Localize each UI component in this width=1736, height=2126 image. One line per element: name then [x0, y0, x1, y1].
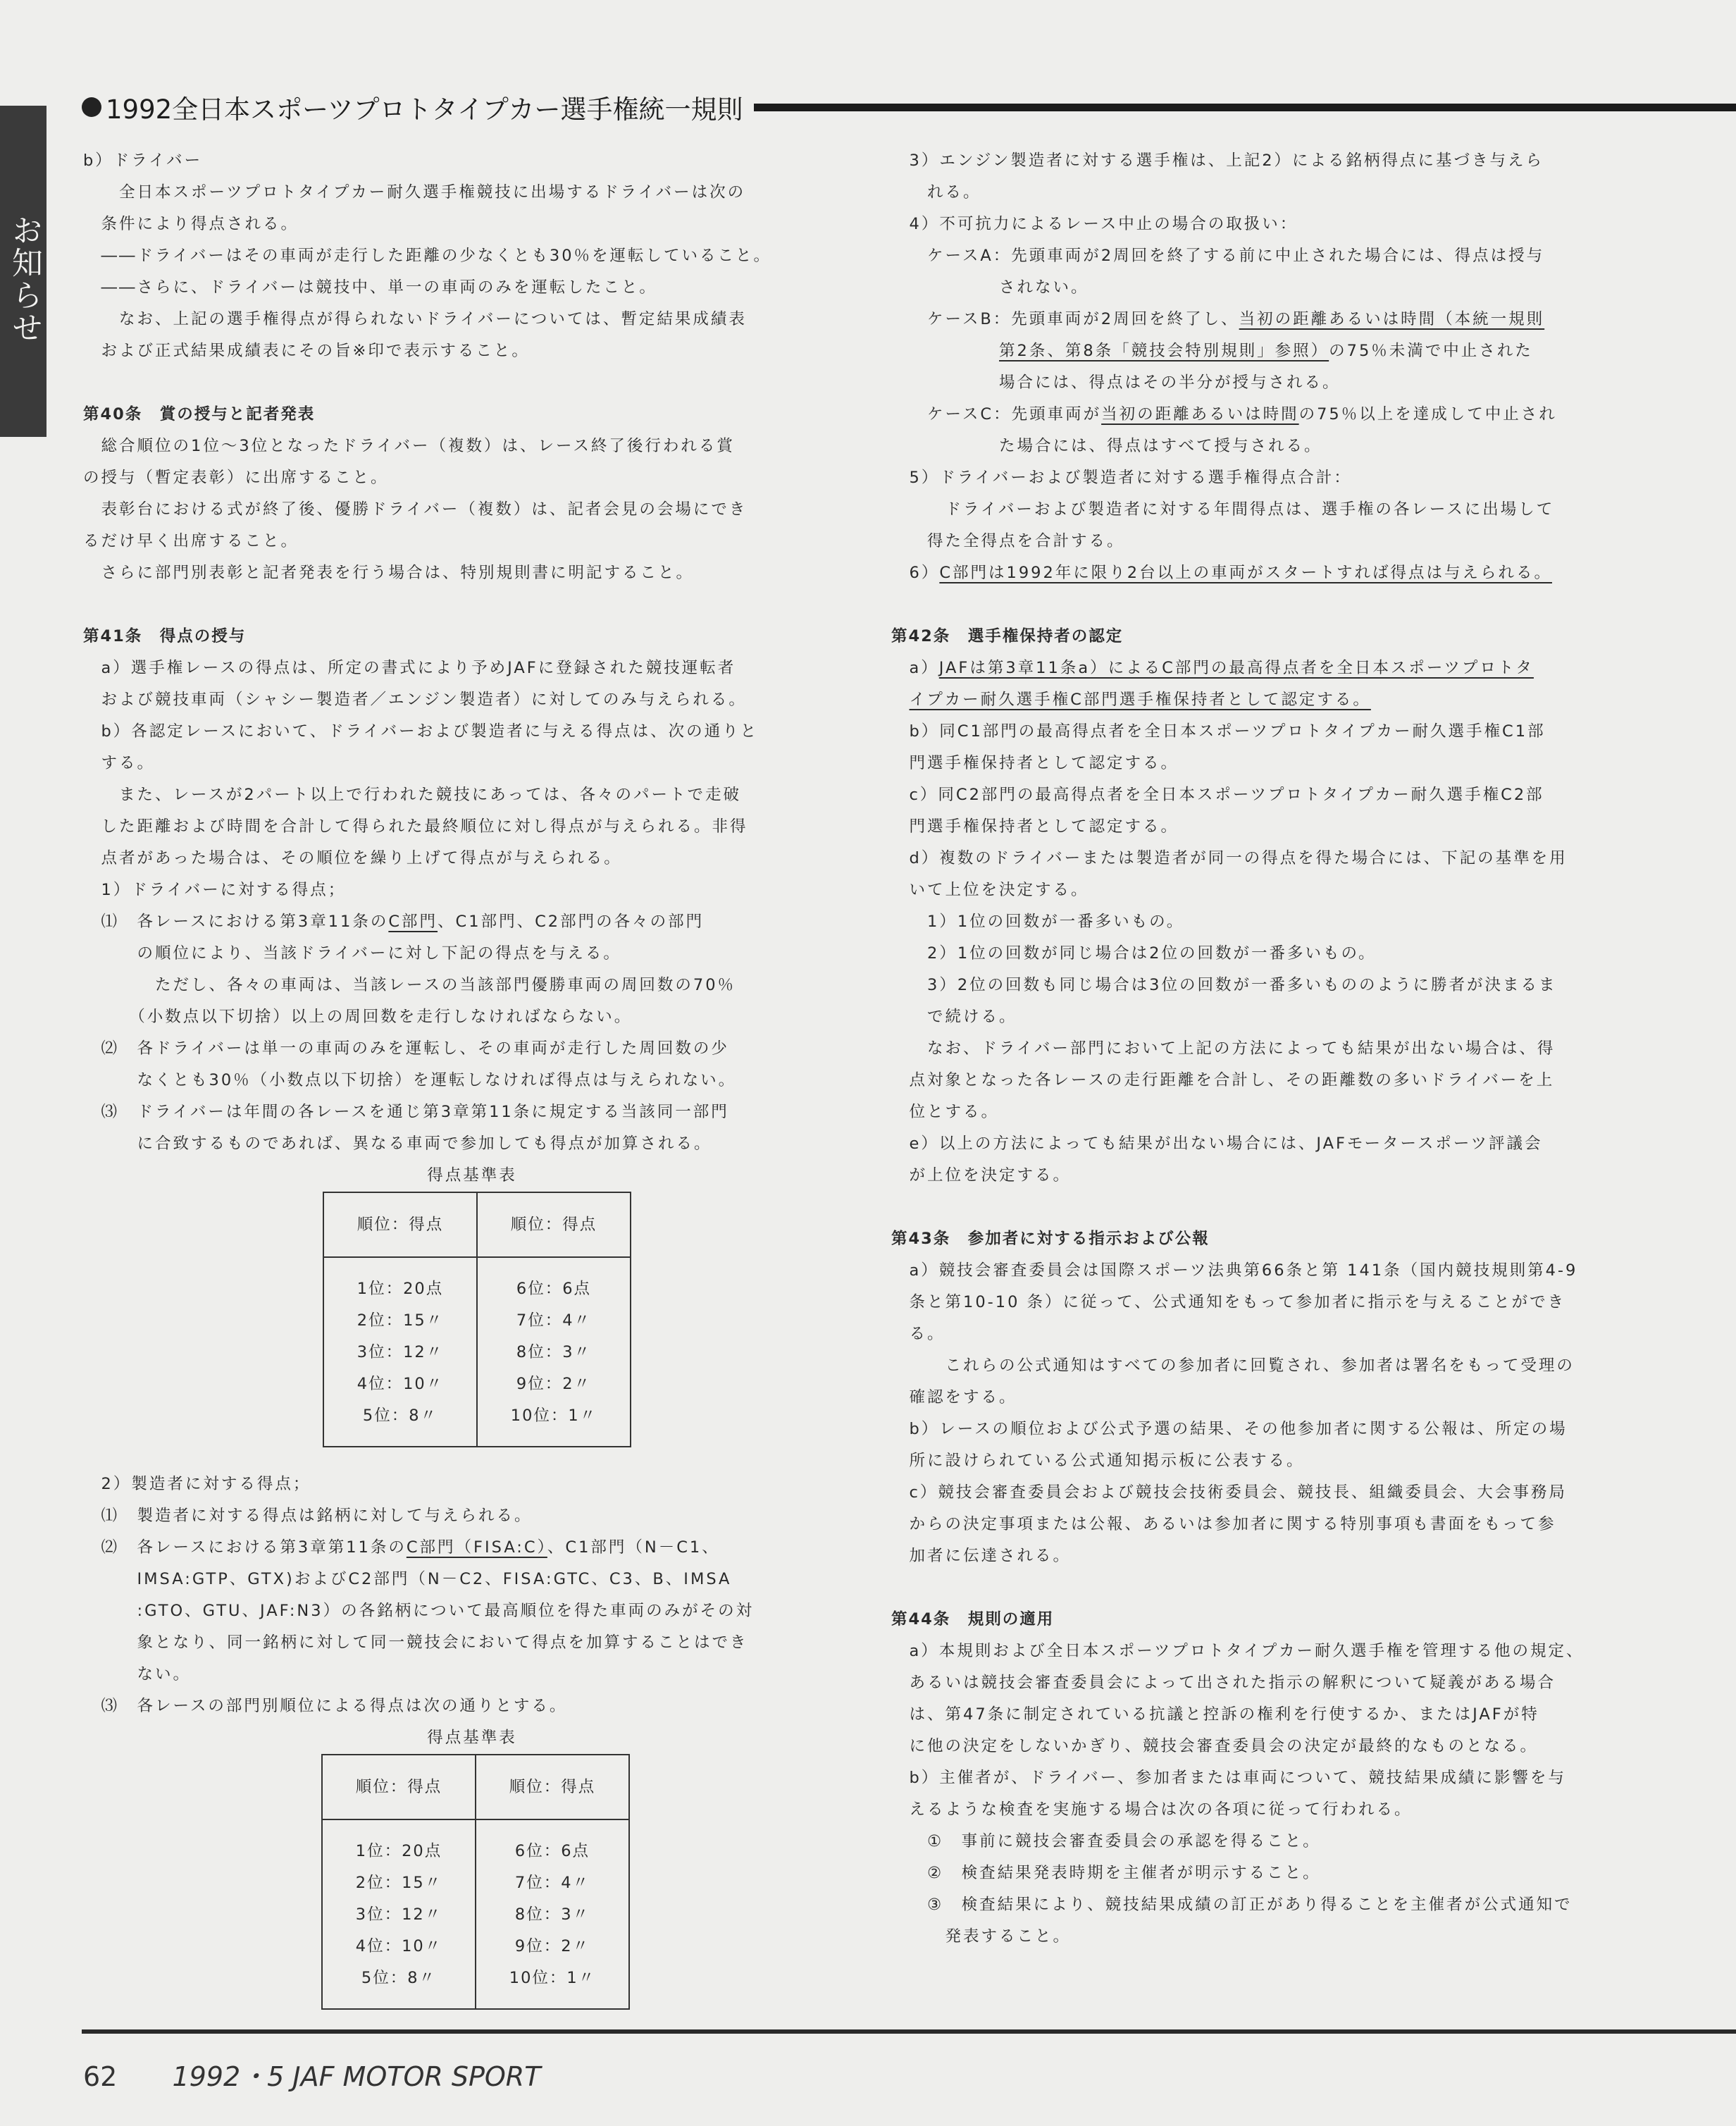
- text-line: 点者があった場合は、その順位を繰り上げて得点が与えられる。: [83, 849, 622, 867]
- table-cell-line: 5位：8〃: [362, 1407, 438, 1425]
- text-line: d）複数のドライバーまたは製造者が同一の得点を得た場合には、下記の基準を用: [891, 849, 1568, 867]
- table-cell: [322, 1819, 476, 2009]
- table-cell-line: 7位：4〃: [516, 1311, 592, 1330]
- underlined-text: 当初の距離あるいは時間（本統一規則: [1239, 310, 1545, 328]
- text-line: b）ドライバー: [83, 152, 203, 170]
- text-line: これらの公式通知はすべての参加者に回覧され、参加者は署名をもって受理の: [891, 1356, 1575, 1375]
- text-line: c）競技会審査委員会および競技会技術委員会、競技長、組織委員会、大会事務局: [891, 1483, 1567, 1502]
- text-fragment: ケースC：先頭車両が: [891, 405, 1102, 424]
- page-number: 62: [83, 2061, 118, 2092]
- text-line: b）レースの順位および公式予選の結果、その他参加者に関する公報は、所定の場: [891, 1420, 1568, 1438]
- table-header: 順位：得点: [323, 1192, 477, 1257]
- text-line: 2）1位の回数が同じ場合は2位の回数が一番多いもの。: [891, 944, 1377, 963]
- text-line: （小数点以下切捨）以上の周回数を走行しなければならない。: [83, 1008, 633, 1026]
- text-line: 全日本スポーツプロトタイプカー耐久選手権競技に出場するドライバーは次の: [83, 183, 746, 202]
- text-line: ――さらに、ドライバーは競技中、単一の車両のみを運転したこと。: [83, 278, 657, 297]
- underlined-text: イプカー耐久選手権C部門選手権保持者として認定する。: [909, 691, 1371, 709]
- text-line: ケースA：先頭車両が2周回を終了する前に中止された場合には、得点は授与: [891, 247, 1545, 265]
- text-line: また、レースが2パート以上で行われた競技にあっては、各々のパートで走破: [83, 786, 741, 804]
- text-fragment: a）: [891, 659, 939, 677]
- text-line: 加者に伝達される。: [891, 1547, 1072, 1565]
- table-caption: 得点基準表: [427, 1729, 517, 1747]
- table-cell-line: 8位：3〃: [516, 1343, 592, 1361]
- text-line: ③ 検査結果により、競技結果成績の訂正があり得ることを主催者が公式通知で: [891, 1896, 1573, 1914]
- table-cell-line: 6位：6点: [514, 1842, 590, 1860]
- page-footer: [83, 2055, 540, 2094]
- text-line: 位とする。: [891, 1103, 1000, 1121]
- text-line: ――ドライバーはその車両が走行した距離の少なくとも30％を運転していること。: [83, 247, 772, 265]
- text-line: [891, 335, 1673, 367]
- text-line: および競技車両（シャシー製造者／エンジン製造者）に対してのみ与えられる。: [83, 691, 747, 709]
- text-fragment: 、C1部門、C2部門の各々の部門: [438, 913, 705, 931]
- text-line: 確認をする。: [891, 1388, 1017, 1407]
- text-line: 所に設けられている公式通知掲示板に公表する。: [891, 1452, 1305, 1470]
- text-line: 発表すること。: [891, 1927, 1072, 1946]
- text-line: からの決定事項または公報、あるいは参加者に関する特別事項も書面をもって参: [891, 1515, 1556, 1533]
- text-line: する。: [83, 754, 156, 772]
- text-line: に他の決定をしないかぎり、競技会審査委員会の決定が最終的なものとなる。: [891, 1737, 1539, 1755]
- text-line: b）同C1部門の最高得点者を全日本スポーツプロトタイプカー耐久選手権C1部: [891, 722, 1546, 741]
- article-41-heading: 第41条 得点の授与: [83, 627, 247, 645]
- text-line: の授与（暫定表彰）に出席すること。: [83, 469, 389, 487]
- text-line: IMSA:GTP、GTX)およびC2部門（N－C2、FISA:GTC、C3、B、IMSA: [83, 1570, 732, 1588]
- right-column: [891, 145, 1673, 1953]
- text-line: ⑵ 各ドライバーは単一の車両のみを運転し、その車両が走行した周回数の少: [83, 1039, 729, 1058]
- article-43-heading: 第43条 参加者に対する指示および公報: [891, 1230, 1210, 1248]
- table-cell-line: 1位：20点: [356, 1280, 444, 1298]
- text-line: a）選手権レースの得点は、所定の書式により予めJAFに登録された競技運転者: [83, 659, 736, 677]
- text-fragment: [891, 691, 910, 709]
- text-line: ⑶ 各レースの部門別順位による得点は次の通りとする。: [83, 1697, 568, 1715]
- article-40-heading: 第40条 賞の授与と記者発表: [83, 405, 316, 424]
- text-line: a）競技会審査委員会は国際スポーツ法典第66条と第 141条（国内競技規則第4-9: [891, 1261, 1578, 1280]
- table-cell-line: 10位：1〃: [510, 1407, 597, 1425]
- text-line: ① 事前に競技会審査委員会の承認を得ること。: [891, 1832, 1321, 1850]
- table-cell-line: 5位：8〃: [361, 1969, 437, 1987]
- magazine-issue: 1992・5 JAF MOTOR SPORT: [172, 2061, 541, 2092]
- table-cell: [323, 1257, 477, 1447]
- text-line: る。: [891, 1325, 946, 1343]
- text-line: ② 検査結果発表時期を主催者が明示すること。: [891, 1864, 1321, 1882]
- table-header: 順位：得点: [477, 1192, 631, 1257]
- text-line: 場合には、得点はその半分が授与される。: [891, 373, 1341, 392]
- text-fragment: ⑴ 各レースにおける第3章11条の: [83, 913, 389, 931]
- text-line: 得た全得点を合計する。: [891, 532, 1125, 550]
- points-table-manufacturers: [321, 1754, 630, 2010]
- bullet-icon: [82, 97, 101, 117]
- table-caption: 得点基準表: [427, 1166, 517, 1185]
- text-line: 門選手権保持者として認定する。: [891, 817, 1179, 836]
- underlined-text: C部門は1992年に限り2台以上の車両がスタートすれば得点は与えられる。: [939, 564, 1552, 582]
- table-cell-line: 10位：1〃: [509, 1969, 596, 1987]
- left-column: [83, 145, 837, 2010]
- text-line: b）各認定レースにおいて、ドライバーおよび製造者に与える得点は、次の通りと: [83, 722, 759, 741]
- table-cell-line: 3位：12〃: [356, 1343, 444, 1361]
- text-line: ⑴ 製造者に対する得点は銘柄に対して与えられる。: [83, 1507, 533, 1525]
- text-fragment: の75％未満で中止された: [1329, 342, 1533, 360]
- text-line: 象となり、同一銘柄に対して同一競技会において得点を加算することはでき: [83, 1633, 748, 1652]
- text-line: は、第47条に制定されている抗議と控訴の権利を行使するか、またはJAFが特: [891, 1705, 1539, 1724]
- text-line: [891, 399, 1673, 431]
- table-cell-line: 9位：2〃: [514, 1937, 590, 1955]
- text-line: なくとも30％（小数点以下切捨）を運転しなければ得点は与えられない。: [83, 1071, 737, 1089]
- text-line: 門選手権保持者として認定する。: [891, 754, 1179, 772]
- text-line: [83, 906, 837, 938]
- text-line: に合致するものであれば、異なる車両で参加しても得点が加算される。: [83, 1135, 712, 1153]
- text-line: ない。: [83, 1665, 192, 1683]
- text-line: 2）製造者に対する得点；: [83, 1475, 311, 1493]
- article-44-heading: 第44条 規則の適用: [891, 1610, 1055, 1629]
- text-line: で続ける。: [891, 1008, 1017, 1026]
- text-line: の順位により、当該ドライバーに対し下記の得点を与える。: [83, 944, 621, 963]
- text-line: れる。: [891, 183, 981, 202]
- table-cell-line: 8位：3〃: [514, 1905, 590, 1924]
- text-fragment: [891, 342, 999, 360]
- table-cell-line: 4位：10〃: [355, 1937, 442, 1955]
- text-line: なお、ドライバー部門において上記の方法によっても結果が出ない場合は、得: [891, 1039, 1556, 1058]
- page-title: 1992全日本スポーツプロトタイプカー選手権統一規則: [106, 94, 743, 125]
- text-fragment: ⑵ 各レースにおける第3章第11条の: [83, 1538, 407, 1557]
- header-rule: [754, 104, 1736, 111]
- table-cell-line: 4位：10〃: [356, 1375, 444, 1393]
- text-fragment: 、C1部門（N－C1、: [547, 1538, 720, 1557]
- table-header: 順位：得点: [476, 1755, 629, 1819]
- text-line: されない。: [891, 278, 1089, 297]
- footer-rule: [82, 2029, 1736, 2034]
- underlined-text: JAFは第3章11条a）によるC部門の最高得点者を全日本スポーツプロトタ: [938, 659, 1534, 677]
- text-line: 1）ドライバーに対する得点；: [83, 881, 347, 899]
- text-fragment: の75％以上を達成して中止され: [1298, 405, 1557, 424]
- text-line: b）主催者が、ドライバー、参加者または車両について、競技結果成績に影響を与: [891, 1769, 1566, 1787]
- table-cell: [476, 1819, 629, 2009]
- text-line: [891, 684, 1673, 716]
- table-cell-line: 9位：2〃: [516, 1375, 592, 1393]
- points-table-drivers: [323, 1192, 631, 1447]
- side-tab-label: お知らせ: [0, 106, 46, 437]
- table-cell-line: 1位：20点: [355, 1842, 442, 1860]
- underlined-text: C部門: [388, 913, 438, 931]
- text-line: した距離および時間を合計して得られた最終順位に対し得点が与えられる。非得: [83, 817, 748, 836]
- table-cell-line: 7位：4〃: [514, 1874, 590, 1892]
- article-42-heading: 第42条 選手権保持者の認定: [891, 627, 1124, 645]
- text-line: 4）不可抗力によるレース中止の場合の取扱い：: [891, 215, 1298, 233]
- text-line: 条と第10-10 条）に従って、公式通知をもって参加者に指示を与えることができ: [891, 1293, 1566, 1311]
- text-line: 表彰台における式が終了後、優勝ドライバー（複数）は、記者会見の会場にでき: [83, 500, 748, 519]
- text-line: さらに部門別表彰と記者発表を行う場合は、特別規則書に明記すること。: [83, 564, 695, 582]
- underlined-text: 第2条、第8条「競技会特別規則」参照）: [999, 342, 1329, 360]
- underlined-text: 当初の距離あるいは時間: [1101, 405, 1299, 424]
- text-line: :GTO、GTU、JAF:N3）の各銘柄について最高順位を得た車両のみがその対: [83, 1602, 755, 1620]
- text-line: [891, 304, 1673, 335]
- text-line: 1）1位の回数が一番多いもの。: [891, 913, 1185, 931]
- table-header: 順位：得点: [322, 1755, 476, 1819]
- text-line: および正式結果成績表にその旨※印で表示すること。: [83, 342, 530, 360]
- text-line: なお、上記の選手権得点が得られないドライバーについては、暫定結果成績表: [83, 310, 747, 328]
- text-line: ドライバーおよび製造者に対する年間得点は、選手権の各レースに出場して: [891, 500, 1555, 519]
- text-fragment: ケースB：先頭車両が2周回を終了し、: [891, 310, 1239, 328]
- table-cell: [477, 1257, 631, 1447]
- table-cell-line: 3位：12〃: [355, 1905, 442, 1924]
- text-line: あるいは競技会審査委員会によって出された指示の解釈について疑義がある場合: [891, 1674, 1556, 1692]
- text-line: るだけ早く出席すること。: [83, 532, 299, 550]
- text-line: 5）ドライバーおよび製造者に対する選手権得点合計：: [891, 469, 1352, 487]
- text-line: た場合には、得点はすべて授与される。: [891, 437, 1322, 455]
- text-line: ⑶ ドライバーは年間の各レースを通じ第3章第11条に規定する当該同一部門: [83, 1103, 729, 1121]
- text-line: e）以上の方法によっても結果が出ない場合には、JAFモータースポーツ評議会: [891, 1135, 1543, 1153]
- table-cell-line: 2位：15〃: [356, 1311, 444, 1330]
- page-header: [82, 86, 1736, 128]
- text-line: 総合順位の1位～3位となったドライバー（複数）は、レース終了後行われる賞: [83, 437, 735, 455]
- text-line: [891, 557, 1673, 589]
- text-line: が上位を決定する。: [891, 1166, 1072, 1185]
- text-line: c）同C2部門の最高得点者を全日本スポーツプロトタイプカー耐久選手権C2部: [891, 786, 1544, 804]
- text-line: 3）エンジン製造者に対する選手権は、上記2）による銘柄得点に基づき与えら: [891, 152, 1544, 170]
- table-cell-line: 2位：15〃: [355, 1874, 442, 1892]
- text-line: 点対象となった各レースの走行距離を合計し、その距離数の多いドライバーを上: [891, 1071, 1555, 1089]
- text-line: 条件により得点される。: [83, 215, 299, 233]
- underlined-text: C部門（FISA:C）: [406, 1538, 547, 1557]
- text-line: [83, 1532, 837, 1564]
- text-line: [891, 653, 1673, 684]
- text-line: いて上位を決定する。: [891, 881, 1089, 899]
- text-line: えるような検査を実施する場合は次の各項に従って行われる。: [891, 1800, 1413, 1819]
- table-cell-line: 6位：6点: [516, 1280, 592, 1298]
- text-line: a）本規則および全日本スポーツプロトタイプカー耐久選手権を管理する他の規定、: [891, 1642, 1585, 1660]
- text-line: 3）2位の回数も同じ場合は3位の回数が一番多いもののように勝者が決まるま: [891, 976, 1557, 994]
- text-line: ただし、各々の車両は、当該レースの当該部門優勝車両の周回数の70％: [83, 976, 736, 994]
- text-fragment: 6）: [891, 564, 940, 582]
